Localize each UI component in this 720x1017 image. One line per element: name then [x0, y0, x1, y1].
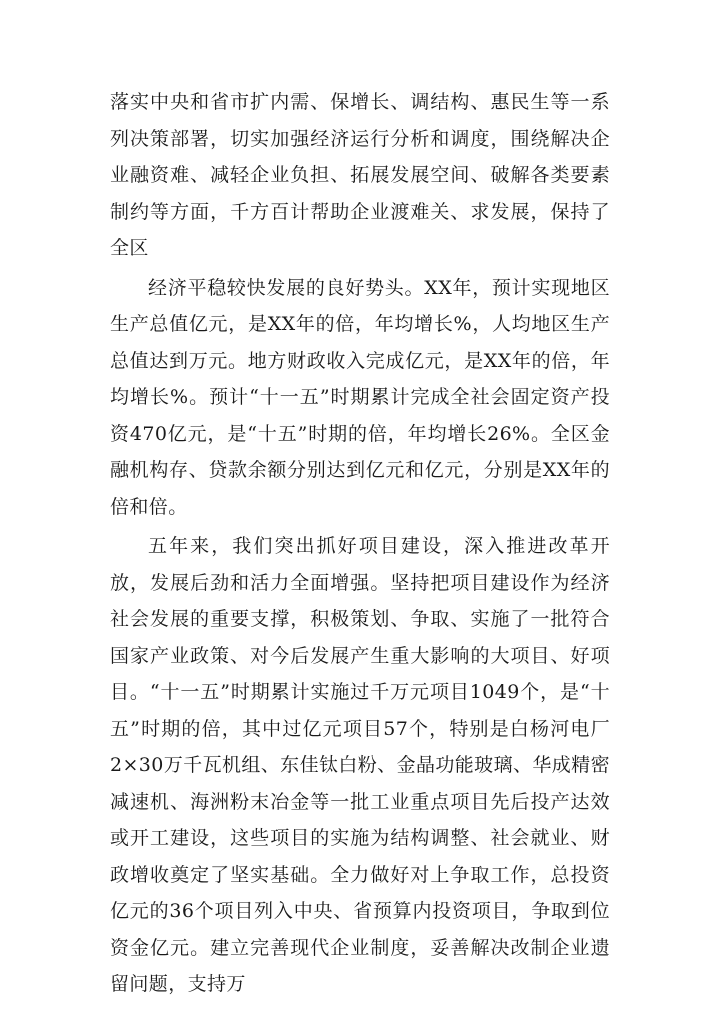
document-body [110, 84, 610, 1003]
paragraph-3: 五年来，我们突出抓好项目建设，深入推进改革开放，发展后劲和活力全面增强。坚持把项目建设作为经济社会发展的重要支撑，积极策划、争取、实施了一批符合国家产业政策、对今后发展产生重大影响的大项目、好项目。“十一五”时期累计实施过千万元项目1049个，是“十五”时期的倍，其中过亿元项目57个，特别是白杨河电厂2×30万千瓦机组、东佳钛白粉、金晶功能玻璃、华成精密减速机、海洲粉末冶金等一批工业重点项目先后投产达效或开工建设，这些项目的实施为结构调整、社会就业、财政增收奠定了坚实基础。全力做好对上争取工作，总投资亿元的36个项目列入中央、省预算内投资项目，争取到位资金亿元。建立完善现代企业制度，妥善解决改制企业遗留问题，支持万 [110, 535, 610, 995]
paragraph-2: 经济平稳较快发展的良好势头。XX年，预计实现地区生产总值亿元，是XX年的倍，年均增长%，人均地区生产总值达到万元。地方财政收入完成亿元，是XX年的倍，年均增长%。预计“十一五”时期累计完成全社会固定资产投资470亿元，是“十五”时期的倍，年均增长26%。全区金融机构存、贷款余额分别达到亿元和亿元，分别是XX年的倍和倍。 [110, 276, 610, 518]
paragraph-1: 落实中央和省市扩内需、保增长、调结构、惠民生等一系列决策部署，切实加强经济运行分析和调度，围绕解决企业融资难、减轻企业负担、拓展发展空间、破解各类要素制约等方面，千方百计帮助企业渡难关、求发展，保持了全区 [110, 91, 610, 259]
